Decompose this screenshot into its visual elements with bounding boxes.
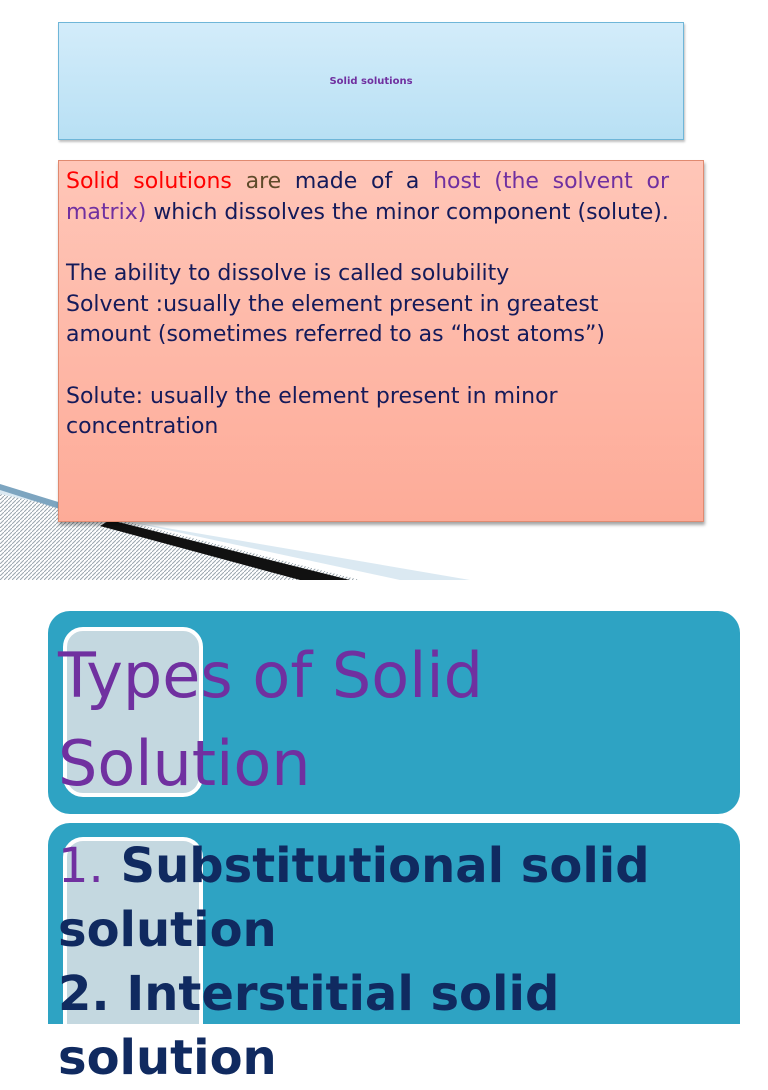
term-solid-solutions: Solid solutions (66, 169, 232, 194)
slide-title-box (58, 22, 684, 140)
text-made-of: made of a (294, 169, 420, 194)
list-item (58, 962, 748, 1090)
slide-title: Solid solutions (329, 75, 413, 87)
list-item-text: Substitutional solid solution (58, 838, 650, 958)
list-item-number: 1. (58, 838, 104, 894)
term-host: host (the solvent or matrix) (66, 169, 669, 225)
list-item (58, 834, 748, 962)
list-item-number: 2. (58, 966, 110, 1022)
types-list (58, 834, 748, 1090)
definition-box (58, 160, 704, 522)
slide2-heading: Types of Solid Solution (58, 639, 483, 800)
solubility-line: The ability to dissolve is called solubility (66, 261, 510, 286)
solvent-line: Solvent :usually the element present in greatest amount (sometimes referred to as “host atoms”) (66, 291, 605, 347)
word-are: are (245, 169, 282, 194)
solute-line: Solute: usually the element present in minor concentration (66, 383, 558, 439)
definition-paragraph (66, 167, 669, 228)
text-which-dissolves: which dissolves the minor component (solute). (153, 199, 669, 225)
list-item-text: Interstitial solid solution (58, 966, 560, 1086)
